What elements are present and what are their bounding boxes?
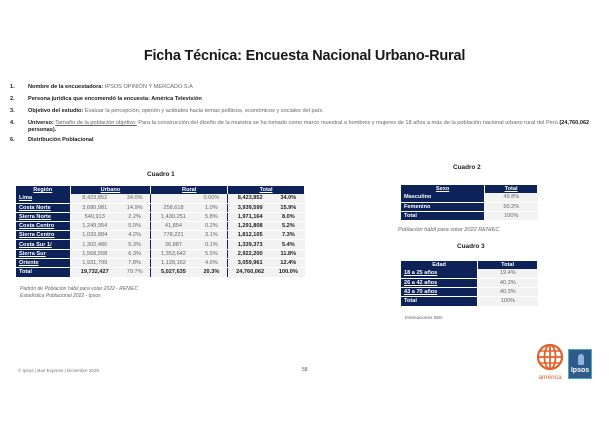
table-row [16,258,305,267]
region-cell: Total [16,268,70,278]
region-cell: Sierra Norte [16,212,70,221]
header-urbano: Urbano [70,186,151,194]
page-title: Ficha Técnica: Encuesta Nacional Urbano-Rural [143,48,466,64]
sexo-value: 50.2% [485,202,538,211]
total-pct: 5.2% [272,222,304,231]
table-total-row [16,268,305,278]
technical-sheet-list [10,84,605,149]
table-row [16,194,305,203]
table-row [401,287,538,296]
total-count: 3,939,599 [228,203,273,212]
ipsos-wordmark: Ipsos [570,367,590,374]
total-pct: 100.0% [272,268,304,278]
table-row [16,249,305,258]
total-pct: 5.4% [272,240,304,249]
list-item-distribution [10,137,605,144]
item-label: Universo: [28,120,54,126]
cuadro1-caption: Cuadro 1 [147,171,175,178]
total-count: 24,760,062 [228,268,273,278]
list-item-pollster [10,84,605,91]
item-number: 6. [10,137,15,143]
header-total: Total [478,261,538,269]
cuadro2-note: Población hábil para votar 2022 RENIEC [398,227,500,233]
item-value: Para la construcción del diseño de la muestra se ha tomado como marco muestral a hombres y mujeres de 18 años a más de la población nacional urbano rural del Perú [136,120,560,126]
cuadro1-table [16,186,305,278]
table-total-row [401,211,538,221]
header-region: Región [16,186,70,194]
rural-count: 1,353,642 [151,249,196,258]
table-row [401,269,538,278]
note-line: Estadística Poblacional 2022 - Ipsos [20,292,101,299]
region-cell: Lima [16,194,70,203]
item-value: IPSOS OPINIÓN Y MERCADO S.A [103,84,193,90]
rural-count: 1,128,162 [151,258,196,267]
rural-count: 36,887 [151,240,196,249]
rural-pct: 20.3% [196,268,228,278]
total-pct: 7.3% [272,231,304,240]
rural-count: 1,430,251 [151,212,196,221]
urban-pct: 7.8% [119,258,151,267]
item-label: Nombre de la encuestadora: [28,84,104,90]
rural-count: 41,854 [151,222,196,231]
sexo-label: Total [401,211,485,221]
total-count: 2,922,200 [228,249,273,258]
urban-count: 1,302,486 [70,240,119,249]
urban-count: 540,913 [70,212,119,221]
item-bold-tail: (24,760,062 personas). [28,120,590,133]
region-cell: Costa Centro [16,222,70,231]
urban-count: 19,732,427 [70,268,119,278]
header-total: Total [485,185,538,193]
region-cell: Oriente [16,258,70,267]
total-pct: 12.4% [272,258,304,267]
region-cell: Costa Norte [16,203,70,212]
rural-pct: 5.5% [196,249,228,258]
item-value: América Televisión [149,96,202,102]
total-pct: 8.0% [272,212,304,221]
note-line: Padrón de Población hábil para votar 2022 - RENIEC [20,286,139,292]
header-edad: Edad [401,261,478,269]
america-wordmark: américa [538,374,562,381]
total-count: 1,339,373 [228,240,273,249]
age-value: 100% [478,297,538,307]
age-label: 26 a 42 años [401,278,478,287]
sexo-label: Masculino [401,193,485,202]
urban-pct: 2.2% [119,212,151,221]
urban-pct: 5.3% [119,240,151,249]
item-underlined: Tamaño de la población objetivo: [55,120,137,126]
urban-pct: 4.2% [119,231,151,240]
rural-pct: 3.1% [196,231,228,240]
age-value: 40.3% [478,287,538,296]
urban-pct: 5.0% [119,222,151,231]
america-logo [533,343,567,381]
cuadro3-table [401,261,538,307]
table-row [401,202,538,211]
table-row [16,212,305,221]
age-value: 40.3% [478,278,538,287]
cuadro2-caption: Cuadro 2 [453,164,481,171]
urban-pct: 34.0% [119,194,151,203]
urban-count: 8,423,852 [70,194,119,203]
urban-count: 1,033,884 [70,231,119,240]
rural-pct: 5.8% [196,212,228,221]
cuadro3-caption: Cuadro 3 [457,243,485,250]
footer-copyright: © Ipsos | Bus Express | Diciembre 2025 [18,368,100,373]
rural-pct: 0.00% [196,194,228,203]
total-count: 1,812,105 [228,231,273,240]
region-cell: Costa Sur 1/ [16,240,70,249]
table-row [16,203,305,212]
table-row [401,193,538,202]
item-number: 2. [10,96,15,102]
item-number: 1. [10,84,15,90]
urban-count: 1,931,799 [70,258,119,267]
globe-icon [533,343,567,381]
urban-count: 3,680,981 [70,203,119,212]
page-number: 58 [302,367,308,373]
table-row [16,222,305,231]
table-total-row [401,297,538,307]
urban-count: 1,568,558 [70,249,119,258]
item-label: Persona jurídica que encomendó la encuesta: [28,96,150,102]
total-count: 3,059,961 [228,258,273,267]
total-count: 8,423,852 [228,194,273,203]
cuadro2-table [401,185,538,221]
region-cell: Sierra Centro [16,231,70,240]
rural-count: 778,221 [151,231,196,240]
rural-pct: 1.0% [196,203,228,212]
age-label: 18 a 25 años [401,269,478,278]
rural-pct: 0.2% [196,222,228,231]
table-row [16,240,305,249]
cuadro1-notes [20,286,138,299]
list-item-universe [10,120,605,134]
table-row [401,278,538,287]
age-label: 43 a 70 años [401,287,478,296]
urban-count: 1,249,954 [70,222,119,231]
region-cell: Sierra Sur [16,249,70,258]
header-total: Total [228,186,305,194]
item-label: Objetivo del estudio: [28,108,84,114]
total-count: 1,291,808 [228,222,273,231]
table-row [16,231,305,240]
list-item-client [10,96,605,103]
rural-pct: 4.6% [196,258,228,267]
total-pct: 15.9% [272,203,304,212]
sexo-label: Femenino [401,202,485,211]
age-label: Total [401,297,478,307]
urban-pct: 6.3% [119,249,151,258]
header-rural: Rural [151,186,228,194]
urban-pct: 14.9% [119,203,151,212]
item-number: 4. [10,120,15,126]
ipsos-mark-icon [578,354,584,365]
rural-pct: 0.1% [196,240,228,249]
item-number: 3. [10,108,15,114]
rural-count [151,194,196,203]
urban-pct: 79.7% [119,268,151,278]
cuadro3-note: Estimaciones INEI [405,315,443,320]
rural-count: 5,027,635 [151,268,196,278]
rural-count: 258,618 [151,203,196,212]
item-value: Evaluar la percepción, opinión y actitudes hacia temas políticos, económicos y sociales del país. [83,108,324,114]
item-label: Distribución Poblacional [28,137,94,143]
ipsos-logo [568,349,592,379]
total-count: 1,971,164 [228,212,273,221]
list-item-objective [10,108,605,115]
age-value: 19.4% [478,269,538,278]
header-sexo: Sexo [401,185,485,193]
sexo-value: 100% [485,211,538,221]
total-pct: 11.8% [272,249,304,258]
sexo-value: 49.8% [485,193,538,202]
total-pct: 34.0% [272,194,304,203]
